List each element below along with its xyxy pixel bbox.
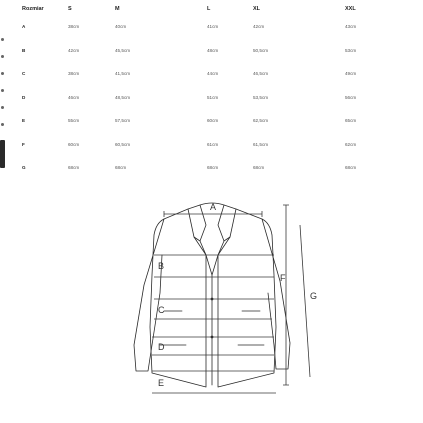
size-table-cell: 53,5cm bbox=[253, 94, 269, 100]
size-table-row bbox=[22, 156, 420, 180]
header-size-l: L bbox=[207, 6, 211, 12]
jacket-svg bbox=[130, 195, 385, 420]
size-table-cell: 42cm bbox=[68, 47, 80, 53]
measure-label-d: D bbox=[158, 342, 165, 352]
scroll-dot bbox=[1, 89, 4, 92]
size-table-spacer bbox=[299, 86, 345, 110]
size-table-cell: 65cm bbox=[345, 118, 357, 124]
size-table-cell: 56cm bbox=[345, 94, 357, 100]
scroll-dot bbox=[1, 55, 4, 58]
size-table-cell: 61cm bbox=[207, 141, 219, 147]
size-table-cell: 61,5cm bbox=[253, 141, 269, 147]
size-table-spacer bbox=[161, 156, 207, 180]
measure-label-g: G bbox=[310, 291, 318, 301]
row-measure-label: E bbox=[22, 118, 26, 124]
size-table-spacer bbox=[161, 109, 207, 133]
size-table-cell: 44cm bbox=[207, 71, 219, 77]
size-table-cell: 62,5cm bbox=[253, 118, 269, 124]
size-table-cell: 68cm bbox=[345, 165, 357, 171]
size-table-spacer bbox=[299, 133, 345, 157]
row-measure-label: A bbox=[22, 24, 26, 30]
size-table-cell: 50,5cm bbox=[253, 47, 269, 53]
size-table-row bbox=[22, 133, 420, 157]
size-table-cell: 60cm bbox=[207, 118, 219, 124]
header-empty bbox=[299, 3, 345, 15]
size-table-cell: 41cm bbox=[207, 24, 219, 30]
row-measure-label: C bbox=[22, 71, 26, 77]
header-size-label: Rozmiar bbox=[22, 6, 44, 12]
size-table-row bbox=[22, 62, 420, 86]
scroll-thumb[interactable] bbox=[0, 140, 5, 168]
size-table-header-row bbox=[22, 3, 420, 15]
size-table-cell: 46cm bbox=[68, 94, 80, 100]
size-table-spacer bbox=[299, 39, 345, 63]
header-size-xxl: XXL bbox=[345, 6, 356, 12]
size-table-cell: 43cm bbox=[345, 24, 357, 30]
size-table-cell: 55cm bbox=[68, 118, 80, 124]
measure-label-f: F bbox=[280, 273, 286, 283]
size-table-spacer bbox=[161, 133, 207, 157]
row-measure-label: F bbox=[22, 141, 25, 147]
size-table bbox=[22, 3, 420, 180]
measure-label-a: A bbox=[210, 202, 217, 212]
size-table-cell: 62cm bbox=[345, 141, 357, 147]
size-table-body bbox=[22, 15, 420, 180]
row-measure-label: D bbox=[22, 94, 26, 100]
row-measure-label: G bbox=[22, 165, 26, 171]
size-table-spacer bbox=[299, 109, 345, 133]
size-table-cell: 57,5cm bbox=[115, 118, 131, 124]
size-table-cell: 60,5cm bbox=[115, 141, 131, 147]
measure-line-g bbox=[300, 225, 310, 377]
size-table-cell: 40cm bbox=[115, 24, 127, 30]
size-table-spacer bbox=[161, 39, 207, 63]
size-table-spacer bbox=[299, 156, 345, 180]
size-table-cell: 68cm bbox=[115, 165, 127, 171]
measure-label-b: B bbox=[158, 261, 165, 271]
size-table-spacer bbox=[299, 15, 345, 39]
size-table-cell: 41,5cm bbox=[115, 71, 131, 77]
measure-label-c: C bbox=[158, 305, 165, 315]
size-table-spacer bbox=[161, 15, 207, 39]
size-table-cell: 38cm bbox=[68, 24, 80, 30]
size-table-cell: 48,5cm bbox=[115, 94, 131, 100]
size-table-cell: 53cm bbox=[345, 47, 357, 53]
scroll-dot bbox=[1, 123, 4, 126]
scroll-dot bbox=[1, 38, 4, 41]
size-table-cell: 60cm bbox=[68, 141, 80, 147]
size-table-cell: 42cm bbox=[253, 24, 265, 30]
size-table-cell: 68cm bbox=[253, 165, 265, 171]
size-table-cell: 48cm bbox=[207, 47, 219, 53]
size-table-row bbox=[22, 86, 420, 110]
header-size-xl: XL bbox=[253, 6, 261, 12]
size-table-cell: 45,5cm bbox=[115, 47, 131, 53]
scroll-dot bbox=[1, 72, 4, 75]
size-table-cell: 46,5cm bbox=[253, 71, 269, 77]
size-table-cell: 51cm bbox=[207, 94, 219, 100]
scroll-dot bbox=[1, 106, 4, 109]
size-table-cell: 68cm bbox=[207, 165, 219, 171]
header-empty bbox=[161, 3, 207, 15]
size-table-spacer bbox=[161, 86, 207, 110]
header-size-s: S bbox=[68, 6, 72, 12]
size-table-row bbox=[22, 109, 420, 133]
row-measure-label: B bbox=[22, 47, 26, 53]
jacket-measurement-diagram bbox=[130, 195, 385, 420]
size-table-row bbox=[22, 39, 420, 63]
scroll-indicator[interactable] bbox=[0, 0, 5, 185]
size-table-spacer bbox=[161, 62, 207, 86]
measure-label-e: E bbox=[158, 378, 165, 388]
size-table-cell: 49cm bbox=[345, 71, 357, 77]
size-table-cell: 68cm bbox=[68, 165, 80, 171]
size-table-cell: 38cm bbox=[68, 71, 80, 77]
size-table-row bbox=[22, 15, 420, 39]
header-size-m: M bbox=[115, 6, 120, 12]
size-table-spacer bbox=[299, 62, 345, 86]
